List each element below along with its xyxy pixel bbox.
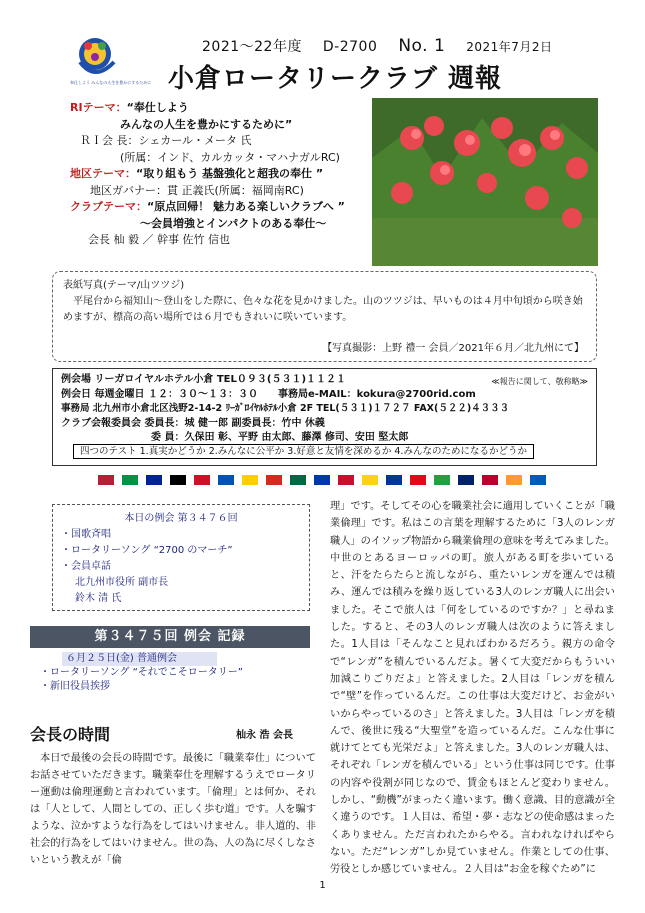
district-theme: “取り組もう 基盤強化と超我の奉仕 ”	[136, 167, 324, 180]
club-info-box	[52, 368, 597, 466]
office-address: 事務局 北九州市小倉北区浅野2-14-2 ﾘｰｶﾞﾛｲﾔﾙﾎﾃﾙ小倉 2F TEL(５３１)１７２７ FAX(５２２)４３３３	[61, 403, 510, 414]
today-item: ・ロータリーソング “2700 のマーチ”	[61, 545, 233, 556]
today-item: ・国歌斉唱	[61, 529, 111, 540]
today-item: ・会員卓話	[61, 561, 111, 572]
four-way-test: 四つのテスト 1.真実かどうか 2.みんなに公平か 3.好意と友情を深めるか 4.みんなのためになるかどうか	[73, 444, 534, 459]
president-heading-text: 会長の時間	[30, 725, 111, 744]
today-meeting-title: 本日の例会 第３４７６回	[124, 513, 238, 524]
page-number: 1	[319, 880, 326, 891]
photo-caption-box	[52, 271, 597, 362]
honorific-note: ≪報告に関して、敬称略≫	[491, 377, 588, 386]
ri-theme-line-2: みんなの人生を豊かにするために”	[120, 117, 293, 131]
issue-date: 2021年7月2日	[466, 40, 553, 54]
ri-president-org: (所属：インド、カルカッタ・マハナガルRC)	[120, 150, 340, 164]
district-number: D-2700	[322, 39, 378, 55]
bulletin-committee: クラブ会報委員会 委員長：城 健一郎 副委員長：竹中 休義	[61, 417, 325, 429]
president-author: 杣永 浩 会長	[236, 730, 293, 741]
issue-number: No. 1	[398, 36, 446, 56]
club-title: 小倉ロータリークラブ 週報	[168, 64, 503, 94]
club-theme-line-1: “原点回帰！ 魅力ある楽しいクラブへ ”	[147, 200, 345, 213]
today-meeting-box	[52, 504, 310, 611]
district-governor: 地区ガバナー：貫 正義氏(所属：福岡南RC)	[90, 183, 304, 197]
committee-members: 委 員：久保田 彰、平野 由太郎、藤澤 修司、安田 堅太郎	[151, 432, 409, 443]
ri-theme-label: RIテーマ：	[70, 101, 127, 114]
cover-photo-azalea	[372, 98, 598, 266]
rotary-logo	[70, 32, 160, 84]
flag-strip	[98, 472, 558, 486]
office-email: 事務局e-MAIL：kokura@2700rid.com	[277, 388, 476, 400]
themes-block	[70, 100, 370, 249]
speaker-title: 北九州市役所 副市長	[75, 577, 169, 588]
meeting-record-box	[30, 648, 310, 696]
caption-body: 平尾台から福知山～登山をした際に、色々な花を見かけました。山のツツジは、早いものは４月中旬頃から咲き始めますが、標高の高い場所では６月でもきれいに咲いています。	[63, 296, 583, 323]
club-officers: 会長 杣 毅 ／ 幹事 佐竹 信也	[88, 233, 230, 246]
club-theme-label: クラブテーマ：	[70, 200, 147, 213]
record-date: ６月２５日(金) 普通例会	[62, 652, 217, 666]
president-heading	[30, 722, 316, 745]
record-item: ・ロータリーソング “それでこそロータリー”	[40, 667, 243, 678]
speaker-name: 鈴木 清 氏	[75, 593, 122, 604]
club-theme-line-2: ～会員増強とインパクトのある奉仕～	[140, 216, 327, 230]
meeting-record-heading: 第３４７５回 例会 記録	[30, 626, 310, 648]
president-text-right: 理」です。そしてその心を職業社会に適用していくことが「職業倫理」です。私はこの言葉を理解するために「3人のレンガ職人」のイソップ物語から職業倫理の意味を考えてみました。中世のとあるヨーロッパの町。旅人がある町を歩いていると、汗をたらたらと流しながら、重たいレンガを運んでは積み、運んでは積みを繰り返している3人のレンガ職人に出会いました。そこで旅人は「何をしているのですか？」と尋ねました。すると、その3人のレンガ職人は次のように答えました。1人目は「そんなこと見ればわかるだろう。親方の命令で“レンガ”を積んでいるんだよ。暑くて大変だからもういい加減こりごりだよ」と答えました。2人目は「レンガを積んで“壁”を作っているんだ。この仕事は大変だけど、お金がいいからやっているのさ」と答えました。3人目は「レンガを積んで、後世に残る“大聖堂”を造っているんだ。こんな仕事に就けてとても光栄だよ」と答えました。3人のレンガ職人は、それぞれ「レンガを積んでいる」という仕事は同じです。仕事の内容や役割が同じなので、賃金もほとんど変わりません。しかし、“動機”がまったく違います。働く意識、目的意識が全く違うのです。１人目は、希望・夢・志などの使命感はまったくありません。ただ言われたからやる。言われなければやらない。ただ“レンガ”しか見ていません。作業としての仕事、労役としか感じていません。２人目は“お金を稼ぐため”に	[330, 501, 615, 876]
ri-theme-line-1: “奉仕しよう	[126, 101, 189, 114]
district-theme-label: 地区テーマ：	[70, 167, 136, 180]
ri-president: ＲＩ会 長：シェカール・メータ 氏	[80, 134, 252, 147]
meeting-schedule: 例会日 毎週金曜日 １２：３０～１３：３０ 事務局e-MAIL：kokura@2700rid.com	[61, 388, 476, 400]
president-text-left: 本日で最後の会長の時間です。最後に「職業奉仕」についてお話させていただきます。職業奉仕を理解するうえでロータリー運動は倫理運動と言われています。「倫理」とは何か、それは「人として、人間としての、正しく歩む道」です。人を騙すような、泣かすような行為をしてはいけません。非人道的、非社会的行為をしてはいけません。世の為、人の為に尽くしなさいという教えが「倫	[30, 753, 316, 866]
issue-header	[202, 36, 569, 56]
record-item: ・新旧役員挨拶	[40, 681, 110, 692]
caption-title: 表紙写真(テーマ/山ツツジ)	[63, 280, 185, 291]
fiscal-year: 2021～22年度	[202, 39, 302, 55]
logo-caption: 奉仕しよう みんなの人生を豊かにするために	[70, 80, 152, 85]
venue: 例会場 リーガロイヤルホテル小倉 TEL０９３(５３１)１１２１	[61, 374, 347, 385]
caption-credit: 【写真撮影：上野 禮一 会員／2021年６月／北九州にて】	[322, 343, 584, 354]
